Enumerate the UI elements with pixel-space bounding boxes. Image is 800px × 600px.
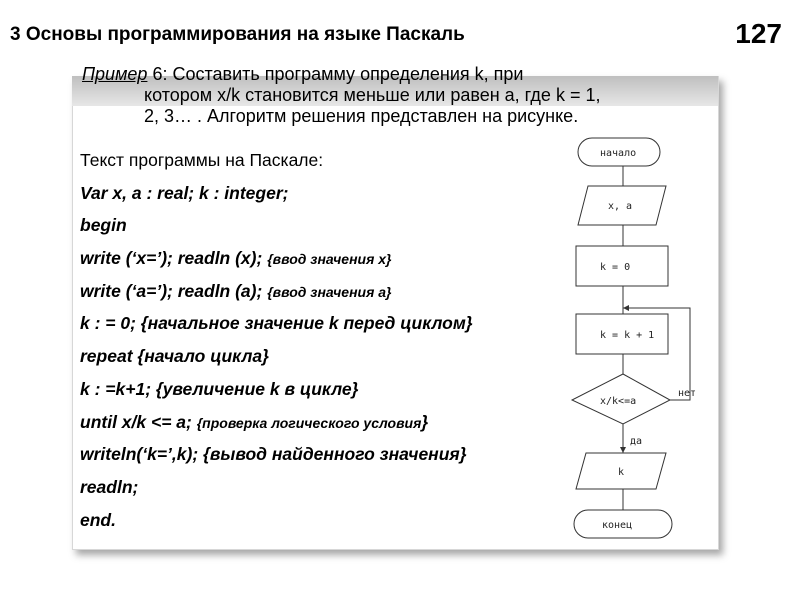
program-heading: Текст программы на Паскале: <box>80 150 324 170</box>
flowchart-start-block <box>578 138 660 166</box>
program-listing <box>80 144 473 536</box>
slide-title: 3 Основы программирования на языке Паскаль <box>10 24 465 45</box>
flowchart-increment-label: k = k + 1 <box>600 330 655 341</box>
code-line-writeln: writeln(‘k=’,k); {вывод найденного значения} <box>80 444 467 465</box>
example-line-1: 6: Составить программу определения k, при <box>147 64 524 84</box>
page-number: 127 <box>735 18 782 49</box>
code-comment-a: {ввод значения a} <box>267 283 392 300</box>
example-line-2: котором x/k становится меньше или равен a, где k = 1, <box>144 85 601 105</box>
example-label: Пример <box>82 64 148 84</box>
code-line-begin: begin <box>80 215 127 236</box>
code-line-readln: readln; <box>80 476 139 497</box>
flowchart-increment-block <box>576 314 668 354</box>
code-line-k0: k : = 0; {начальное значение k перед циклом} <box>80 313 473 334</box>
code-until: until x/k <= a; <box>80 411 197 432</box>
code-comment-until-end: } <box>421 411 429 432</box>
algorithm-flowchart <box>560 128 720 548</box>
code-line-until <box>80 406 473 439</box>
code-line-var: Var x, a : real; k : integer; <box>80 182 289 203</box>
flowchart-init-block <box>576 246 668 286</box>
flowchart-condition-block <box>572 374 670 424</box>
code-comment-x: {ввод значения x} <box>267 251 392 268</box>
code-line-end: end. <box>80 509 116 530</box>
flowchart-end-label: конец <box>602 520 633 531</box>
flowchart-output-block <box>576 453 666 489</box>
code-write-x: write (‘x=’); readln (x); <box>80 248 268 269</box>
flowchart-input-block <box>578 186 666 225</box>
flowchart-end-block <box>574 510 672 538</box>
flowchart-start-label: начало <box>600 148 637 159</box>
flowchart-init-label: k = 0 <box>600 262 631 273</box>
flowchart-input-label: x, a <box>608 201 633 212</box>
example-task <box>82 64 712 127</box>
code-comment-until: {проверка логического условия <box>196 414 422 431</box>
example-line-3: 2, 3… . Алгоритм решения представлен на рисунке. <box>144 106 579 126</box>
flowchart-yes-label: да <box>630 436 643 447</box>
flowchart-output-label: k <box>618 467 625 478</box>
code-write-a: write (‘a=’); readln (a); <box>80 280 268 301</box>
flowchart-no-label: нет <box>678 388 697 399</box>
code-line-repeat: repeat {начало цикла} <box>80 346 269 367</box>
flowchart-condition-label: x/k<=a <box>600 396 637 407</box>
code-line-inc: k : =k+1; {увеличение k в цикле} <box>80 378 359 399</box>
code-line-write-a <box>80 275 473 308</box>
code-line-write-x <box>80 242 473 275</box>
